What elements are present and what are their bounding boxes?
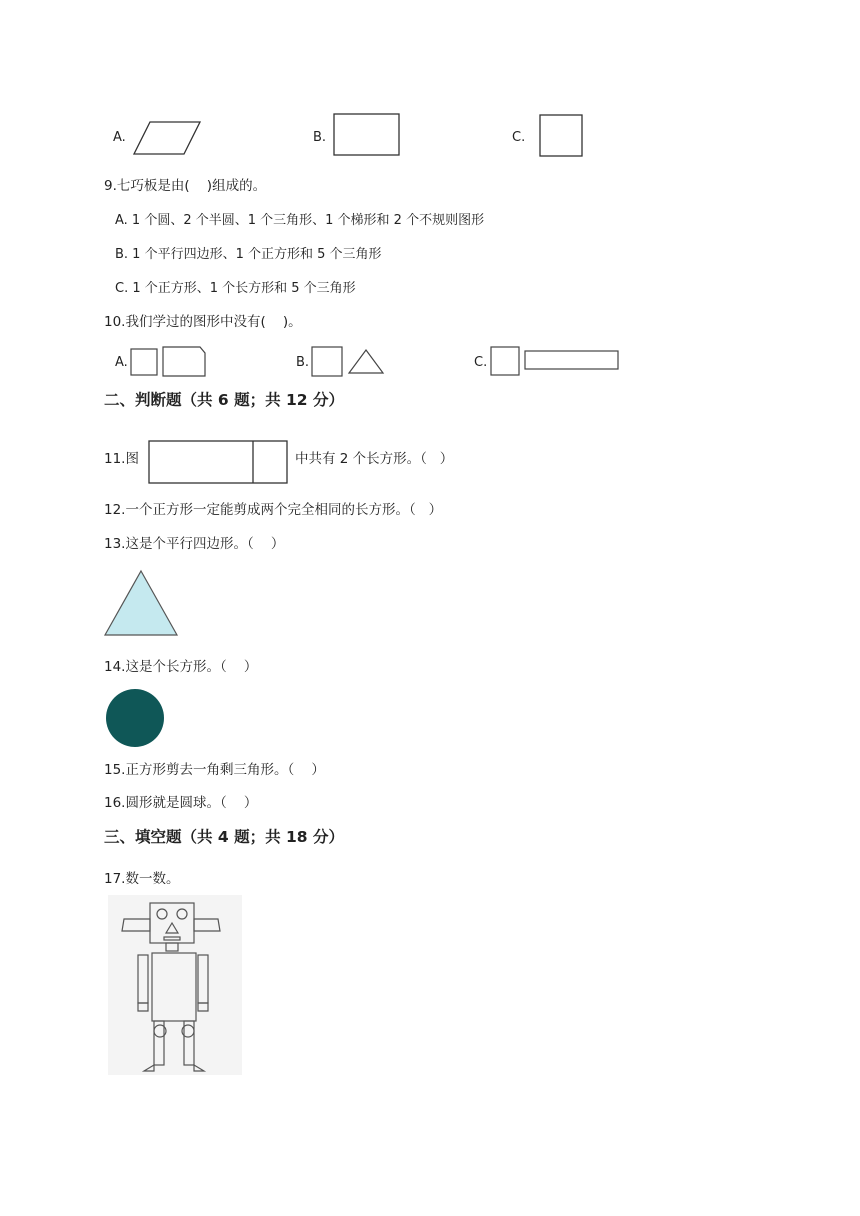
cut-rectangle-icon bbox=[162, 346, 208, 378]
section-2-title: 二、判断题（共 6 题；共 12 分） bbox=[104, 391, 344, 409]
q10-option-b-label: B. bbox=[296, 355, 310, 370]
triangle-icon bbox=[348, 348, 386, 376]
q10-option-a-label: A. bbox=[115, 355, 128, 370]
divided-rectangle-icon bbox=[148, 440, 290, 486]
square-icon bbox=[490, 346, 521, 377]
q11-prefix: 11.图 bbox=[104, 451, 139, 467]
q15-text: 15.正方形剪去一角剩三角形。（ ） bbox=[104, 762, 325, 778]
q8-option-c-label: C. bbox=[512, 130, 526, 145]
q13-text: 13.这是个平行四边形。（ ） bbox=[104, 536, 285, 552]
q8-option-a-label: A. bbox=[113, 130, 126, 145]
q8-option-b-label: B. bbox=[313, 130, 327, 145]
q14-text: 14.这是个长方形。（ ） bbox=[104, 659, 258, 675]
triangle-icon bbox=[104, 570, 180, 638]
q9-stem: 9.七巧板是由( )组成的。 bbox=[104, 178, 267, 194]
q10-stem: 10.我们学过的图形中没有( )。 bbox=[104, 314, 302, 330]
long-rectangle-icon bbox=[524, 350, 620, 372]
q9-option-b: B. 1 个平行四边形、1 个正方形和 5 个三角形 bbox=[115, 247, 382, 262]
q12-text: 12.一个正方形一定能剪成两个完全相同的长方形。（ ） bbox=[104, 502, 443, 518]
circle-icon bbox=[105, 688, 167, 750]
square-icon bbox=[130, 348, 160, 378]
q11-suffix: 中共有 2 个长方形。（ ） bbox=[295, 451, 454, 467]
square-icon bbox=[311, 346, 344, 378]
q9-option-c: C. 1 个正方形、1 个长方形和 5 个三角形 bbox=[115, 281, 356, 296]
parallelogram-icon bbox=[134, 120, 204, 156]
rectangle-icon bbox=[333, 113, 401, 157]
square-icon bbox=[539, 114, 584, 158]
robot-shapes-icon bbox=[108, 895, 242, 1075]
q16-text: 16.圆形就是圆球。（ ） bbox=[104, 795, 258, 811]
section-3-title: 三、填空题（共 4 题；共 18 分） bbox=[104, 828, 344, 846]
q9-option-a: A. 1 个圆、2 个半圆、1 个三角形、1 个梯形和 2 个不规则图形 bbox=[115, 213, 485, 228]
q10-option-c-label: C. bbox=[474, 355, 488, 370]
q17-text: 17.数一数。 bbox=[104, 871, 180, 887]
